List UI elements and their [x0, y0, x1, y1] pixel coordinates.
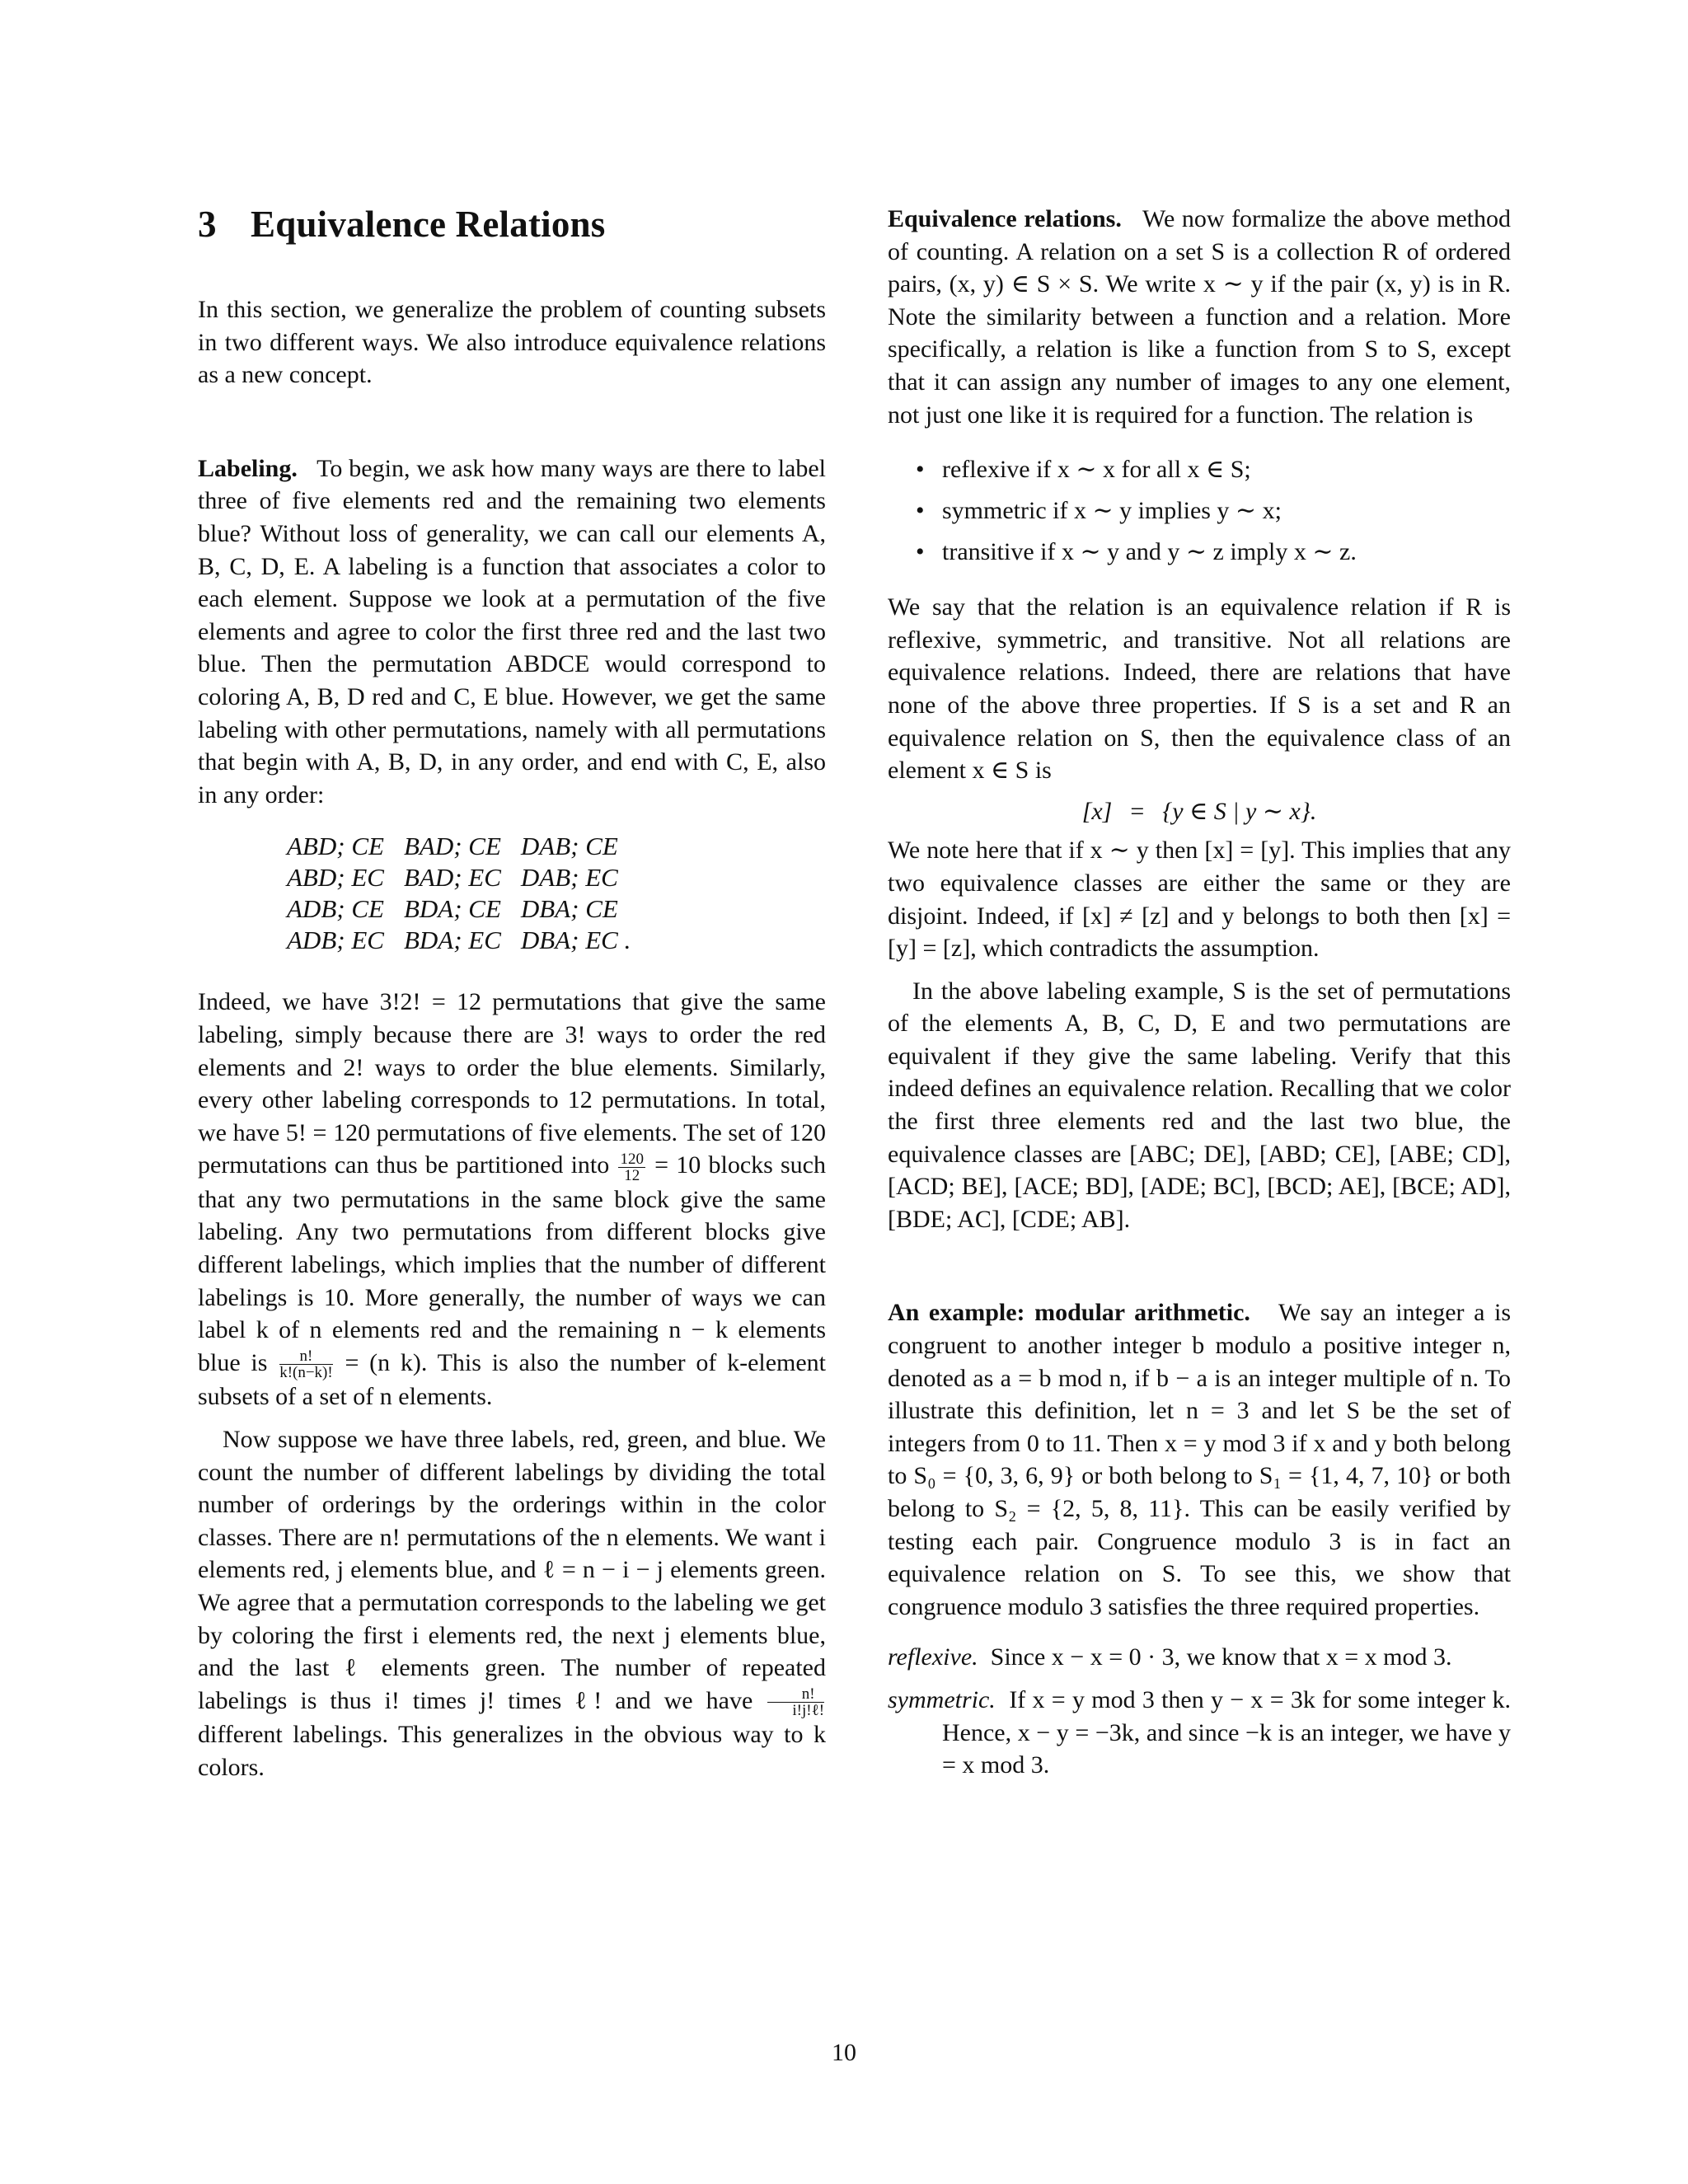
- permutation-cell: DAB; EC: [520, 863, 618, 893]
- symmetric-label: symmetric.: [888, 1685, 996, 1713]
- list-item: • transitive if x ∼ y and y ∼ z imply x ∼ z.: [916, 532, 1511, 573]
- fraction-numerator: n!: [767, 1686, 824, 1703]
- reflexive-text: Since x − x = 0 · 3, we know that x = x mod 3.: [990, 1643, 1452, 1671]
- permutation-row: [287, 893, 650, 925]
- three-labels-text-a: Now suppose we have three labels, red, green, and blue. We count the number of different labelings by dividing the total number of orderings by the orderings within in the color classes. There are n! permutations of the n elements. We want i elements red, j elements blue, and ℓ = n − i − j elements green. We agree that a permutation corresponds to the labeling we get by coloring the first i elements red, the next j elements blue, and the last ℓ elements green. The number of repeated labelings is thus i! times j! times ℓ! and we have: [198, 1426, 826, 1714]
- section-number: 3: [198, 204, 217, 245]
- modular-heading: An example: modular arithmetic.: [888, 1299, 1250, 1327]
- equivalence-relation-paragraph: We say that the relation is an equivalence relation if R is reflexive, symmetric, and transitive. Not all relations are equivalence relations. Indeed, there are relations that have none of the above three properties. If S is a set and R an equivalence relation on S, then the equivalence class of an element x ∈ S is: [888, 593, 1511, 785]
- equivalence-heading: Equivalence relations.: [888, 205, 1122, 232]
- list-item: • reflexive if x ∼ x for all x ∈ S;: [916, 449, 1511, 490]
- three-labels-text-b: different labelings. This generalizes in the obvious way to k colors.: [198, 1721, 826, 1782]
- permutation-table: [287, 831, 650, 956]
- permutation-cell: DBA; EC .: [520, 926, 631, 955]
- symmetric-text: If x = y mod 3 then y − x = 3k for some integer k. Hence, x − y = −3k, and since −k is an integer, we have y = x mod 3.: [942, 1685, 1511, 1779]
- labeling-paragraph: [198, 452, 826, 812]
- labeling-text: To begin, we ask how many ways are there to label three of five elements red and the remaining two elements blue? Without loss of generality, we can call our elements A, B, C, D, E. A labeling is a function that associates a color to each element. Suppose we look at a permutation of the five elements and agree to color the first three red and the last two blue. Then the permutation ABDCE would correspond to coloring A, B, D red and C, E blue. However, we get the same labeling with other permutations, namely with all permutations that begin with A, B, D, in any order, and end with C, E, also in any order:: [198, 454, 826, 808]
- permutation-cell: BDA; CE: [403, 894, 501, 924]
- counting-text-c: = (n k). This is also the number of k-element subsets of a set of n elements.: [198, 1348, 827, 1411]
- fraction-numerator: 120: [620, 1150, 644, 1168]
- equivalence-class-formula: [888, 795, 1511, 828]
- formula-lhs: [x]: [1081, 797, 1113, 825]
- labeling-example-paragraph: In the above labeling example, S is the set of permutations of the elements A, B, C, D, E and two permutations are equivalent if they give the same labeling. Verify that this indeed defines an equivalence relation. Recalling that we color the first three elements red and the last two blue, the equivalence classes are [ABC; DE], [ABD; CE], [ABE; CD], [ACD; BE], [ACE; BD], [ADE; BC], [BCD; AE], [BCE; AD], [BDE; AC], [CDE; AB].: [888, 977, 1511, 1233]
- properties-list: [916, 449, 1511, 573]
- modular-paragraph: [888, 1296, 1511, 1623]
- fraction-denominator: i!j!ℓ!: [792, 1702, 825, 1720]
- disjoint-paragraph: We note here that if x ∼ y then [x] = [y]. This implies that any two equivalence classes are either the same or they are disjoint. Indeed, if [x] ≠ [z] and y belongs to both then [x] = [y] = [z], which contradicts the assumption.: [888, 837, 1511, 963]
- permutation-row: [287, 831, 650, 862]
- page-number: 10: [832, 2039, 856, 2066]
- section-title: [198, 201, 826, 247]
- permutation-cell: DBA; CE: [520, 894, 618, 924]
- section-title-text: Equivalence Relations: [251, 204, 606, 245]
- fraction-denominator: 12: [624, 1166, 640, 1184]
- fraction-120-12: [618, 1151, 645, 1183]
- fraction-numerator: n!: [279, 1348, 333, 1365]
- three-labels-paragraph: [198, 1423, 826, 1784]
- permutation-cell: BAD; CE: [403, 832, 501, 861]
- permutation-cell: BAD; EC: [403, 863, 501, 893]
- list-item: • symmetric if x ∼ y implies y ∼ x;: [916, 490, 1511, 532]
- permutation-cell: BDA; EC: [403, 926, 501, 955]
- permutation-row: [287, 925, 650, 956]
- modular-text: We say an integer a is congruent to another integer b modulo a positive integer n, denoted as a = b mod n, if b − a is an integer multiple of n. To illustrate this definition, let n = 3 and let S be the set of integers from 0 to 11. Then x = y mod 3 if x and y both belong to S₀ = {0, 3, 6, 9} or both belong to S₁ = {1, 4, 7, 10} or both belong to S₂ = {2, 5, 8, 11}. This can be easily verified by testing each pair. Congruence modulo 3 is in fact an equivalence relation on S. To see this, we show that congruence modulo 3 satisfies the three required properties.: [888, 1299, 1511, 1620]
- symmetric-item: [888, 1684, 1511, 1782]
- permutation-cell: DAB; CE: [520, 832, 618, 861]
- equivalence-paragraph: [888, 203, 1511, 431]
- equivalence-text: We now formalize the above method of counting. A relation on a set S is a collection R of ordered pairs, (x, y) ∈ S × S. We write x ∼ y if the pair (x, y) is in R. Note the similarity between a function and a relation. More specifically, a relation is like a function from S to S, except that it can assign any number of images to any one element, not just one like it is required for a function. The relation is: [888, 205, 1511, 429]
- counting-text-b: = 10 blocks such that any two permutations in the same block give the same labeling. Any two permutations from different blocks give different labelings, which implies that the number of different labelings is 10. More generally, the number of ways we can label k of n elements red and the remaining n − k elements blue is: [198, 1151, 826, 1376]
- reflexive-item: [888, 1641, 1511, 1674]
- fraction-multinomial: [767, 1686, 824, 1718]
- fraction-binomial: [279, 1348, 333, 1380]
- reflexive-label: reflexive.: [888, 1643, 978, 1671]
- permutation-row: [287, 862, 650, 893]
- right-column: [888, 203, 1511, 1782]
- permutation-cell: ADB; CE: [287, 894, 384, 924]
- permutation-cell: ADB; EC: [287, 926, 384, 955]
- permutation-cell: ABD; CE: [287, 832, 384, 861]
- formula-rhs: {y ∈ S | y ∼ x}.: [1162, 797, 1317, 825]
- counting-text-a: Indeed, we have 3!2! = 12 permutations that give the same labeling, simply because there are 3! ways to order the red elements and 2! ways to order the blue elements. Similarly, every other labeling corresponds to 12 permutations. In total, we have 5! = 120 permutations of five elements. The set of 120 permutations can thus be partitioned into: [198, 988, 826, 1179]
- left-column: [198, 201, 826, 1784]
- labeling-heading: Labeling.: [198, 454, 298, 482]
- permutation-cell: ABD; EC: [287, 863, 384, 893]
- formula-equals: =: [1130, 797, 1145, 825]
- fraction-denominator: k!(n−k)!: [279, 1364, 333, 1382]
- intro-paragraph: In this section, we generalize the problem of counting subsets in two different ways. We also introduce equivalence relations as a new concept.: [198, 296, 826, 389]
- counting-paragraph: [198, 986, 826, 1413]
